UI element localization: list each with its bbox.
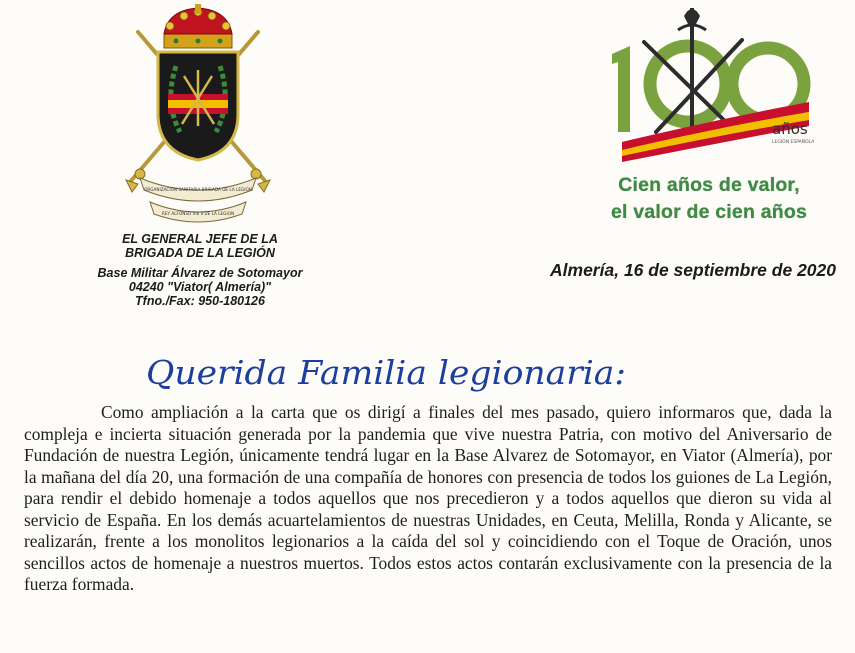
letter-date: Almería, 16 de septiembre de 2020 [550,260,836,280]
logo-anos-text: años [772,120,808,138]
centenary-logo-icon [604,2,814,162]
centenary-motto [594,172,824,226]
body-paragraph: Como ampliación a la carta que os dirigí a finales del mes pasado, quiero informaros que, dada la compleja e incierta situación generada por la pandemia que vive nuestra Patria, con motivo del Aniversario de Fundación de nuestra Legión, únicamente tendrá lugar en la Base Alvarez de Sotomayor, en Viator (Almería), por la mañana del día 20, una formación de una compañía de honores con presencia de todos los guiones de La Legión, para rendir el debido homenaje a todos aquellos que nos precedieron y a todos aquellos que dieron su vida al servicio de España. En los demás acuartelamientos de nuestras Unidades, en Ceuta, Melilla, Ronda y Alicante, se realizarán, frente a los monolitos legionarios a la caída del sol y coincidiendo con el Toque de Oración, unos sencillos actos de homenaje a nuestros muertos. Todos estos actos contarán exclusivamente con la presencia de la fuerza formada. [24,402,832,594]
logo-small-text: LEGIÓN ESPAÑOLA [772,140,814,145]
sender-postal: 04240 "Viator( Almería)" [128,280,272,294]
handwritten-greeting [140,340,680,400]
sender-phone: Tfno./Fax: 950-180126 [135,294,265,308]
sender-title-line2: BRIGADA DE LA LEGIÓN [125,246,275,260]
crest-ribbon-upper: ORGANIZACION SANITARIA BRIGADA DE LA LEGION [144,187,252,192]
crest-ribbon-lower: REY ALFONSO XIII II DE LA LEGION [161,211,235,216]
motto-line2: el valor de cien años [610,201,808,223]
brigade-crest-icon [118,4,278,226]
greeting-text: Querida Familia legionaria: [146,353,626,392]
sender-block [60,232,340,308]
motto-line1: Cien años de valor, [618,174,800,196]
sender-base: Base Militar Álvarez de Sotomayor [97,266,303,280]
sender-title-line1: EL GENERAL JEFE DE LA [122,232,278,246]
letter-body [24,402,832,596]
